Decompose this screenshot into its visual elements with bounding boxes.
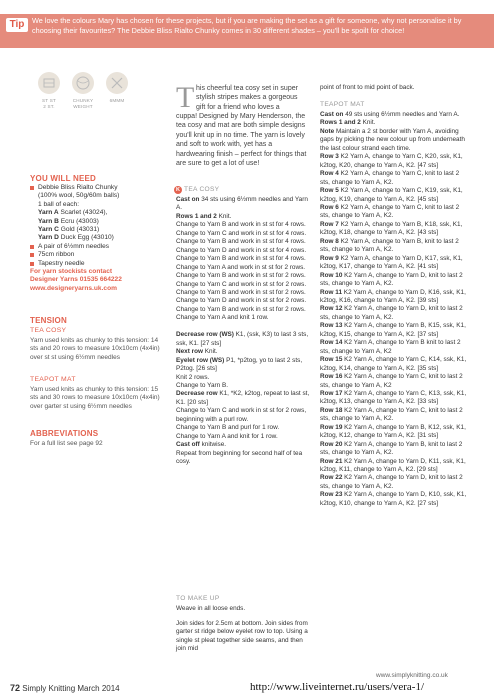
instruction-line: Change to Yarn A and work in st st for 2 rows. [176, 263, 306, 271]
footer-page-info [10, 683, 120, 693]
instruction-line: Row 17 K2 Yarn A, change to Yarn C, K13, ssk, K1, k2tog, K13, change to Yarn A, K2. [33 sts] [320, 389, 467, 406]
instruction-line: Row 11 K2 Yarn A, change to Yarn D, K16, ssk, K1, k2tog, K16, change to Yarn A, K2. [39 sts] [320, 288, 466, 304]
instruction-line: Cast on 49 sts using 6½mm needles and Yarn A. [320, 111, 460, 118]
instruction-line: Row 3 K2 Yarn A, change to Yarn C, K20, ssk, K1, k2tog, K20, change to Yarn A, K2. [47 sts] [320, 153, 463, 169]
instruction-line: Row 7 K2 Yarn A, change to Yarn B, K18, ssk, K1, k2tog, K18, change to Yarn A, K2. [43 sts] [320, 220, 463, 237]
instruction-line: Row 13 K2 Yarn A, change to Yarn B, K15, ssk, K1, k2tog, K15, change to Yarn A, K2. [37 sts] [320, 322, 466, 338]
instruction-line: Row 20 K2 Yarn A, change to Yarn B, knit to last 2 sts, change to Yarn A, K2. [320, 440, 463, 457]
instruction-line: Change to Yarn A and knit 1 row. [176, 314, 269, 322]
abbreviations-heading: ABBREVIATIONS [30, 429, 99, 438]
tension-heading: TENSION [30, 316, 67, 325]
instruction-line: Change to Yarn B and work in st st for 2 rows. [176, 305, 306, 313]
instruction-line: Row 4 K2 Yarn A, change to Yarn C, knit to last 2 sts, change to Yarn A, K2. [320, 170, 460, 186]
instruction-line: Note Maintain a 2 st border with Yarn A, avoiding gaps by picking the new colour up from underneath the last colour strand each time. [320, 127, 465, 152]
materials-list [30, 184, 170, 293]
list-item: (100% wool, 50g/60m balls) [38, 192, 120, 200]
needle-size-label: 6MMM [109, 98, 125, 103]
instruction-line: Cast off knitwise. [176, 441, 227, 449]
instruction-line: Cast on 34 sts using 6½mm needles and Yarn A. [176, 196, 308, 212]
instruction-line: Eyelet row (WS) P1, *p2tog, yo to last 2 sts, P2tog. [26 sts] [176, 356, 303, 373]
magazine-issue: Simply Knitting March 2014 [22, 684, 120, 693]
instruction-line: Row 6 K2 Yarn A, change to Yarn C, knit to last 2 sts, change to Yarn A, K2. [320, 203, 460, 220]
knit-badge: K [174, 186, 182, 194]
page-number: 72 [10, 683, 21, 693]
instruction-line: Change to Yarn C and work in st st for 2 rows. [176, 280, 307, 288]
weight-label: CHUNKY WEIGHT [72, 98, 94, 109]
instruction-line [176, 323, 310, 331]
stockists-title: For yarn stockists contact [30, 268, 113, 276]
instruction-line: Row 14 K2 Yarn A, change to Yarn B knit to last 2 sts, change to Yarn A, K2 [320, 339, 461, 355]
make-up-step-2: Join sides for 2.5cm at bottom. Join sides from garter st ridge below eyelet row to top. Using a single st pleat together side seams, and then join mid [176, 620, 308, 653]
instruction-line: Change to Yarn B and work in st st for 2 rows. [176, 272, 306, 280]
list-item: A pair of 6½mm needles [30, 243, 170, 251]
abbreviations-text: For a full list see page 92 [30, 440, 103, 447]
instruction-line: Change to Yarn A and knit for 1 row. [176, 432, 278, 440]
make-up-heading: TO MAKE UP [176, 595, 220, 602]
teapot-mat-tension-text: Yarn used knits as chunky to this tension: 15 sts and 30 rows to measure 10x10cm (4x4in) over garter st using 6½mm needles [30, 386, 160, 410]
tea-cosy-heading: TEA COSY [184, 186, 220, 193]
instruction-line: Row 23 K2 Yarn A, change to Yarn D, K10, ssk, K1, k2tog, K10, change to Yarn A, K2. [27 sts] [320, 491, 467, 507]
yarn-c: Yarn C Gold (43031) [38, 226, 100, 234]
intro-line-1: his cheerful tea cosy set in super stylish stripes makes a gorgeous gift for a friend who loves a [196, 85, 298, 111]
watermark-url: http://www.liveinternet.ru/users/vera-1/ [250, 681, 425, 693]
tea-cosy-tension-text: Yarn used knits as chunky to this tension: 14 sts and 20 rows to measure 10x10cm (4x4in) over st st using 6½mm needles [30, 337, 160, 361]
you-will-need-heading: YOU WILL NEED [30, 174, 97, 183]
instruction-line: Row 8 K2 Yarn A, change to Yarn B, knit to last 2 sts, change to Yarn A, K2. [320, 237, 459, 254]
instruction-line: Row 18 K2 Yarn A, change to Yarn C, knit to last 2 sts, change to Yarn A, K2. [320, 406, 463, 423]
list-item: 75cm ribbon [30, 251, 170, 259]
teapot-mat-tension-sub: TEAPOT MAT [30, 376, 76, 383]
instruction-line: Change to Yarn C and work in st st for 4 rows. [176, 229, 307, 237]
instruction-line: Change to Yarn D and work in st st for 2 rows. [176, 297, 307, 305]
instruction-line: Row 21 K2 Yarn A, change to Yarn D, K11, ssk, K1, k2tog, K11, change to Yarn A, K2. [29 sts] [320, 457, 466, 474]
make-up-continued: point of front to mid point of back. [320, 84, 415, 91]
list-item: 1 ball of each: [38, 200, 80, 208]
needles-icon [106, 72, 128, 94]
tension-label: ST ST 2 ST. [42, 98, 56, 109]
footer-website[interactable]: www.simplyknitting.co.uk [376, 672, 448, 679]
instruction-line: Change to Yarn B and purl for 1 row. [176, 424, 280, 432]
instruction-line: Row 9 K2 Yarn A, change to Yarn D, K17, ssk, K1, k2tog, K17, change to Yarn A, K2. [41 sts] [320, 254, 463, 271]
instruction-line: Repeat from beginning for second half of tea cosy. [176, 449, 303, 466]
tea-cosy-tension-sub: TEA COSY [30, 327, 67, 334]
drop-cap: T [176, 81, 195, 114]
instruction-line: Rows 1 and 2 Knit. [320, 119, 376, 127]
instruction-line: Rows 1 and 2 Knit. [176, 212, 232, 220]
tension-icon [38, 72, 60, 94]
instruction-line: Row 19 K2 Yarn A, change to Yarn B, K12, ssk, K1, k2tog, K12, change to Yarn A, K2. [31 sts] [320, 423, 466, 440]
instruction-line: Change to Yarn B and work in st st for 4 rows. [176, 238, 306, 246]
instruction-line: Row 5 K2 Yarn A, change to Yarn C, K19, ssk, K1, k2tog, K19, change to Yarn A, K2. [45 sts] [320, 187, 463, 203]
instruction-line: Row 15 K2 Yarn A, change to Yarn C, K14, ssk, K1, k2tog, K14, change to Yarn A, K2. [35 sts] [320, 356, 467, 372]
stockists-line: Designer Yarns 01535 664222 [30, 276, 122, 284]
tip-banner [0, 14, 494, 48]
instruction-line: Row 10 K2 Yarn A, change to Yarn D, knit to last 2 sts, change to Yarn A, K2. [320, 271, 463, 288]
tea-cosy-instructions [176, 196, 310, 467]
yarn-b: Yarn B Ecru (43003) [38, 217, 99, 225]
instruction-line: Change to Yarn D and work in st st for 4 rows. [176, 246, 307, 254]
yarn-ball-icon [72, 72, 94, 94]
instruction-line: Change to Yarn C and work in st st for 2 rows, beginning with a purl row. [176, 407, 307, 423]
tip-badge: Tip [6, 18, 28, 32]
instruction-line: Change to Yarn B and work in st st for 4 rows. [176, 255, 306, 263]
instruction-line: Row 12 K2 Yarn A, change to Yarn D, knit to last 2 sts, change to Yarn A, K2. [320, 305, 463, 321]
spec-icons [30, 72, 150, 122]
instruction-line: Decrease row K1, *K2, k2tog, repeat to last st, K1. [20 sts] [176, 390, 310, 406]
instruction-line: Next row Knit. [176, 348, 218, 356]
instruction-line: Change to Yarn B and work in st st for 2 rows. [176, 288, 306, 296]
yarn-a: Yarn A Scarlet (43024), [38, 209, 108, 217]
stockists-url[interactable]: www.designeryarns.uk.com [30, 284, 117, 292]
yarn-d: Yarn D Duck Egg (43010) [38, 234, 114, 242]
instruction-line: Change to Yarn B and work in st st for 4 rows. [176, 221, 306, 229]
teapot-mat-heading: TEAPOT MAT [320, 101, 365, 108]
tip-text: We love the colours Mary has chosen for these projects, but if you are making the set as a gift for someone, why not personalise it by choosing their favourites? The Debbie Bliss Rialto Chunky comes in 30 different shades – you'll be spoilt for choice! [32, 16, 462, 35]
list-item: Debbie Bliss Rialto Chunky [30, 184, 170, 192]
teapot-mat-instructions [320, 111, 470, 508]
make-up-step-1: Weave in all loose ends. [176, 605, 246, 612]
instruction-line: Decrease row (WS) K1, (ssk, K3) to last 3 sts, ssk, K1. [27 sts] [176, 331, 309, 347]
intro-line-2: cuppa! Designed by Mary Henderson, the tea cosy and mat are both simple designs you'll knit up in no time. The yarn is lovely and soft to work with, yet has a hardwearing finish – perfect for things that are sure to get a lot of use! [176, 113, 307, 168]
instruction-line: Knit 2 rows. [176, 373, 210, 381]
instruction-line: Row 22 K2 Yarn A, change to Yarn D, knit to last 2 sts, change to Yarn A, K2. [320, 474, 463, 490]
instruction-line: Change to Yarn B. [176, 381, 228, 389]
instruction-line: Row 16 K2 Yarn A, change to Yarn C, knit to last 2 sts, change to Yarn A, K2 [320, 373, 463, 389]
list-item: Tapestry needle [30, 260, 170, 268]
